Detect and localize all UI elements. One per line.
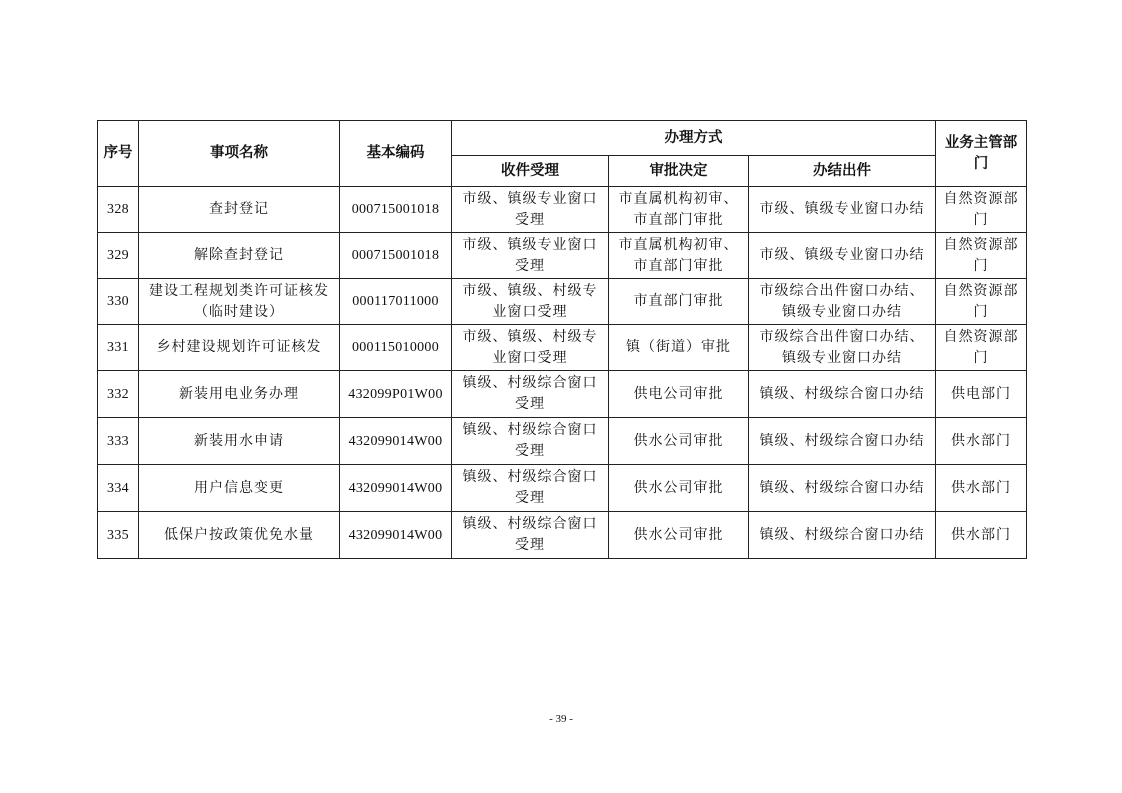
- cell-finish: 市级、镇级专业窗口办结: [749, 233, 936, 279]
- cell-approve: 供水公司审批: [609, 512, 749, 559]
- table-row: [98, 233, 1027, 279]
- header-receive: 收件受理: [452, 156, 609, 187]
- cell-name: 乡村建设规划许可证核发: [139, 325, 340, 371]
- cell-finish: 市级、镇级专业窗口办结: [749, 187, 936, 233]
- table-row: [98, 279, 1027, 325]
- cell-name: 新装用电业务办理: [139, 371, 340, 418]
- cell-seq: 331: [98, 325, 139, 371]
- cell-receive: 镇级、村级综合窗口受理: [452, 465, 609, 512]
- cell-finish: 市级综合出件窗口办结、镇级专业窗口办结: [749, 325, 936, 371]
- cell-receive: 市级、镇级、村级专业窗口受理: [452, 279, 609, 325]
- cell-seq: 335: [98, 512, 139, 559]
- cell-code: 432099014W00: [340, 465, 452, 512]
- cell-finish: 镇级、村级综合窗口办结: [749, 418, 936, 465]
- header-approve: 审批决定: [609, 156, 749, 187]
- cell-approve: 供电公司审批: [609, 371, 749, 418]
- header-department: 业务主管部门: [936, 121, 1027, 187]
- table-row: [98, 325, 1027, 371]
- cell-code: 000117011000: [340, 279, 452, 325]
- cell-receive: 镇级、村级综合窗口受理: [452, 371, 609, 418]
- cell-code: 000115010000: [340, 325, 452, 371]
- table-row: [98, 187, 1027, 233]
- table-header: [98, 121, 1027, 187]
- header-handling-method: 办理方式: [452, 121, 936, 156]
- cell-receive: 镇级、村级综合窗口受理: [452, 418, 609, 465]
- header-basic-code: 基本编码: [340, 121, 452, 187]
- cell-code: 000715001018: [340, 233, 452, 279]
- cell-dept: 供水部门: [936, 512, 1027, 559]
- cell-finish: 镇级、村级综合窗口办结: [749, 465, 936, 512]
- cell-seq: 334: [98, 465, 139, 512]
- approval-items-table: [97, 120, 1027, 559]
- cell-code: 432099014W00: [340, 512, 452, 559]
- cell-finish: 镇级、村级综合窗口办结: [749, 512, 936, 559]
- cell-name: 建设工程规划类许可证核发（临时建设）: [139, 279, 340, 325]
- cell-approve: 市直属机构初审、市直部门审批: [609, 187, 749, 233]
- cell-code: 432099014W00: [340, 418, 452, 465]
- cell-name: 用户信息变更: [139, 465, 340, 512]
- cell-receive: 市级、镇级专业窗口受理: [452, 233, 609, 279]
- cell-approve: 市直属机构初审、市直部门审批: [609, 233, 749, 279]
- cell-seq: 329: [98, 233, 139, 279]
- cell-approve: 市直部门审批: [609, 279, 749, 325]
- table-body: [98, 187, 1027, 559]
- cell-name: 查封登记: [139, 187, 340, 233]
- cell-dept: 供电部门: [936, 371, 1027, 418]
- cell-dept: 自然资源部门: [936, 325, 1027, 371]
- header-item-name: 事项名称: [139, 121, 340, 187]
- table-row: [98, 418, 1027, 465]
- cell-receive: 市级、镇级专业窗口受理: [452, 187, 609, 233]
- cell-approve: 镇（街道）审批: [609, 325, 749, 371]
- cell-code: 432099P01W00: [340, 371, 452, 418]
- cell-dept: 供水部门: [936, 418, 1027, 465]
- page-number: - 39 -: [549, 713, 573, 725]
- cell-seq: 330: [98, 279, 139, 325]
- cell-dept: 供水部门: [936, 465, 1027, 512]
- cell-name: 解除查封登记: [139, 233, 340, 279]
- cell-seq: 333: [98, 418, 139, 465]
- cell-finish: 镇级、村级综合窗口办结: [749, 371, 936, 418]
- cell-code: 000715001018: [340, 187, 452, 233]
- table-row: [98, 371, 1027, 418]
- cell-receive: 镇级、村级综合窗口受理: [452, 512, 609, 559]
- header-seq: 序号: [98, 121, 139, 187]
- header-finish: 办结出件: [749, 156, 936, 187]
- cell-dept: 自然资源部门: [936, 279, 1027, 325]
- cell-approve: 供水公司审批: [609, 418, 749, 465]
- cell-name: 低保户按政策优免水量: [139, 512, 340, 559]
- cell-seq: 328: [98, 187, 139, 233]
- cell-dept: 自然资源部门: [936, 233, 1027, 279]
- table-row: [98, 465, 1027, 512]
- cell-name: 新装用水申请: [139, 418, 340, 465]
- cell-receive: 市级、镇级、村级专业窗口受理: [452, 325, 609, 371]
- cell-seq: 332: [98, 371, 139, 418]
- cell-approve: 供水公司审批: [609, 465, 749, 512]
- table-row: [98, 512, 1027, 559]
- cell-finish: 市级综合出件窗口办结、镇级专业窗口办结: [749, 279, 936, 325]
- cell-dept: 自然资源部门: [936, 187, 1027, 233]
